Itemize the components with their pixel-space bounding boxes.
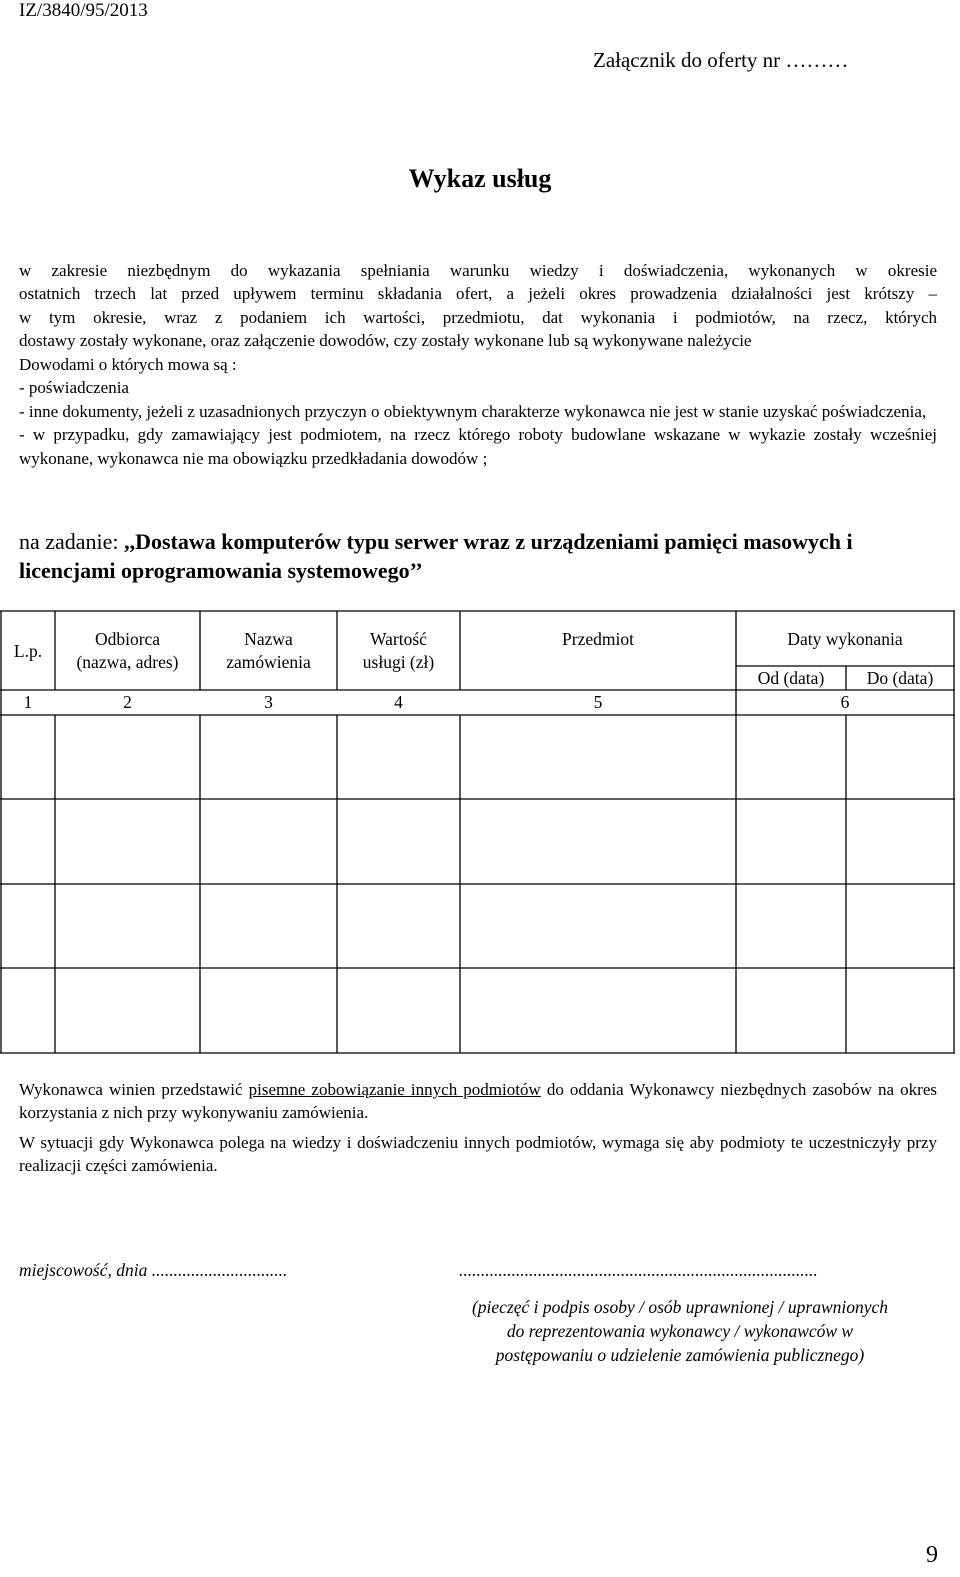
col-header-recipient: Odbiorca (nazwa, adres): [76, 629, 179, 672]
scope-paragraph: [19, 259, 937, 353]
scope-line: ostatnich trzech lat przed upływem terminu składania ofert, a jeżeli okres prowadzenia działalności jest krótszy –: [19, 284, 937, 304]
note-underlined-text: pisemne zobowiązanie innych podmiotów: [248, 1080, 541, 1099]
col-number: 5: [593, 692, 603, 712]
col-header-date-to: Do (data): [866, 668, 934, 688]
scope-line: dostawy zostały wykonane, oraz załączenie dowodów, czy zostały wykonane lub są wykonywane należycie: [19, 331, 752, 351]
notes-section: [19, 1078, 937, 1184]
scope-line: w zakresie niezbędnym do wykazania spełniania warunku wiedzy i doświadczenia, wykonanych w okresie: [19, 261, 937, 280]
col-header-order-name: Nazwa zamówienia: [226, 629, 311, 672]
task-name: ,,Dostawa komputerów typu serwer wraz z urządzeniami pamięci masowych i licencjami oprogramowania systemowego’’: [19, 529, 853, 583]
col-number: 3: [264, 692, 273, 712]
annex-label: Załącznik do oferty nr ………: [593, 48, 849, 72]
page-title: Wykaz usług: [408, 164, 552, 193]
col-number: 4: [394, 692, 403, 712]
signature-caption-line: do reprezentowania wykonawcy / wykonawców w: [506, 1321, 854, 1341]
signature-line: ..................................................................................: [459, 1260, 818, 1280]
col-header-subject: Przedmiot: [562, 629, 634, 649]
col-number: 1: [23, 692, 33, 712]
col-number: 2: [123, 692, 132, 712]
note-text: do oddania Wykonawcy niezbędnych zasobów na okres korzystania z nich przy wykonywaniu zamówienia.: [19, 1080, 937, 1123]
evidence-list: [19, 353, 937, 470]
signature-caption-line: (pieczęć i podpis osoby / osób uprawnionej / uprawnionych: [471, 1297, 889, 1317]
evidence-heading: Dowodami o których mowa są :: [19, 355, 237, 374]
col-number: 6: [840, 692, 850, 712]
document-reference: IZ/3840/95/2013: [19, 0, 148, 21]
evidence-item: - poświadczenia: [19, 378, 129, 398]
col-header-dates: Daty wykonania: [787, 629, 903, 649]
task-prefix: na zadanie:: [19, 529, 125, 554]
note-text: Wykonawca winien przedstawić: [19, 1080, 249, 1099]
resource-commitment-note: [19, 1078, 937, 1125]
col-header-lp: L.p.: [13, 641, 43, 661]
col-header-value: Wartość usługi (zł): [362, 629, 435, 672]
evidence-item: - inne dokumenty, jeżeli z uzasadnionych przyczyn o obiektywnym charakterze wykonawca nie jest w stanie uzyskać poświadczenia,: [19, 401, 927, 421]
signature-caption-line: postępowaniu o udzielenie zamówienia publicznego): [495, 1345, 865, 1365]
task-heading: [19, 527, 937, 585]
scope-line: w tym okresie, wraz z podaniem ich wartości, przedmiotu, dat wykonania i podmiotów, na rzecz, których: [19, 307, 937, 327]
page-number: 9: [926, 1542, 938, 1568]
evidence-item: - w przypadku, gdy zamawiający jest podmiotem, na rzecz którego roboty budowlane wskazane w wykazie zostały wcześniej wykonane, wykonawca nie ma obowiązku przedkładania dowodów ;: [19, 425, 937, 468]
col-header-date-from: Od (data): [757, 668, 825, 688]
third-party-note: W sytuacji gdy Wykonawca polega na wiedzy i doświadczeniu innych podmiotów, wymaga się aby podmioty te uczestniczyły przy realizacji części zamówienia.: [19, 1132, 937, 1176]
place-date-field: miejscowość, dnia ...............................: [19, 1260, 288, 1280]
signature-caption: [430, 1295, 930, 1367]
